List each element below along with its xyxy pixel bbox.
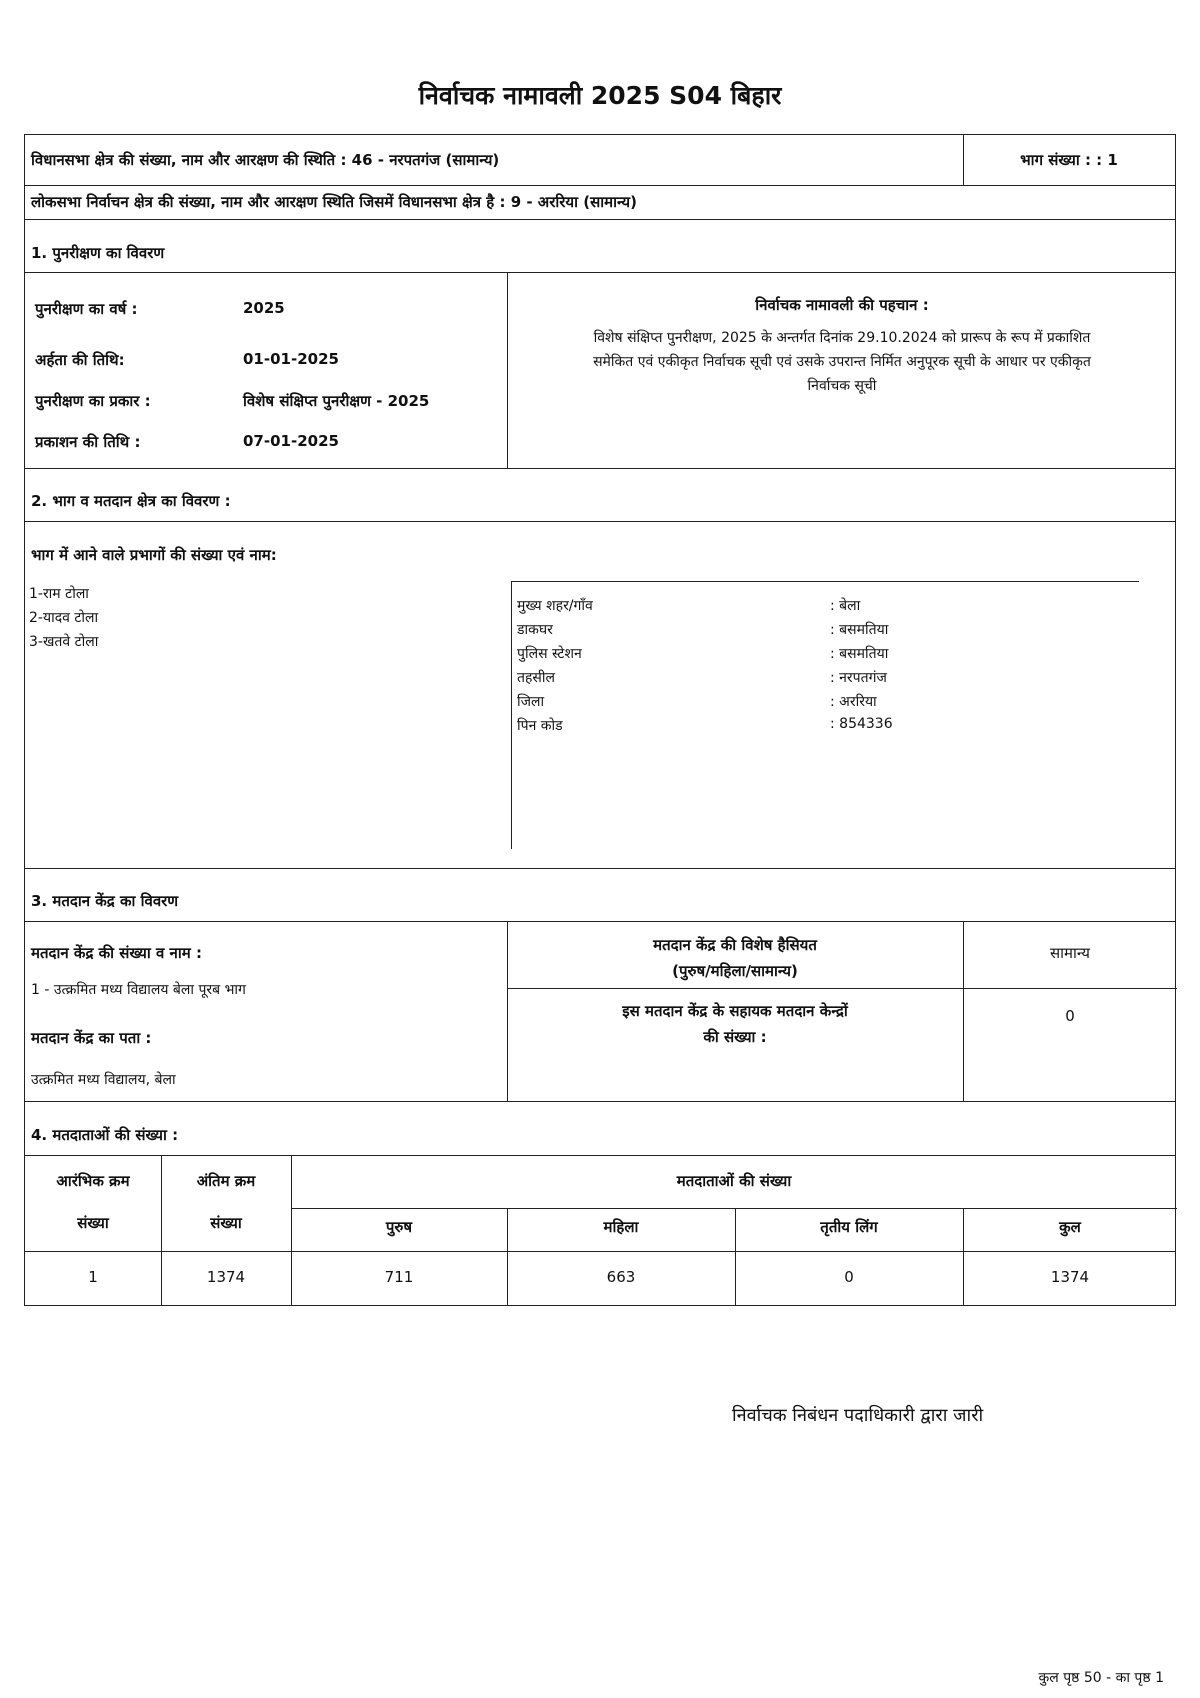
auxiliary-stations-label: की संख्या : bbox=[703, 1028, 767, 1046]
table-cell: 1374 bbox=[1050, 1268, 1090, 1286]
main-town-value: : बेला bbox=[830, 598, 861, 614]
police-station-value: : बसमतिया bbox=[830, 646, 889, 662]
section-1-heading: 1. पुनरीक्षण का विवरण bbox=[31, 244, 165, 262]
divider bbox=[291, 1208, 1177, 1209]
table-header: कुल bbox=[1059, 1218, 1081, 1236]
roll-identification-line: विशेष संक्षिप्त पुनरीक्षण, 2025 के अन्तर्गत दिनांक 29.10.2024 को प्रारूप के रूप में प्रकाशित bbox=[593, 330, 1091, 346]
publication-date-label: प्रकाशन की तिथि : bbox=[35, 433, 141, 451]
sections-heading: भाग में आने वाले प्रभागों की संख्या एवं नाम: bbox=[31, 546, 277, 564]
station-status-value: सामान्य bbox=[1049, 944, 1090, 962]
polling-address-value: उत्क्रमित मध्य विद्यालय, बेला bbox=[31, 1072, 176, 1088]
table-header: संख्या bbox=[210, 1214, 242, 1232]
revision-year-label: पुनरीक्षण का वर्ष : bbox=[35, 300, 138, 318]
divider bbox=[25, 921, 1175, 922]
divider bbox=[25, 468, 1175, 469]
page-title: निर्वाचक नामावली 2025 S04 बिहार bbox=[418, 81, 782, 110]
divider bbox=[25, 185, 1175, 186]
polling-station-label: मतदान केंद्र की संख्या व नाम : bbox=[31, 944, 202, 962]
table-header: तृतीय लिंग bbox=[820, 1218, 878, 1236]
pin-code-label: पिन कोड bbox=[517, 718, 563, 734]
table-header: मतदाताओं की संख्या bbox=[676, 1172, 792, 1190]
divider bbox=[511, 581, 512, 849]
revision-type-value: विशेष संक्षिप्त पुनरीक्षण - 2025 bbox=[243, 392, 430, 410]
section-2-heading: 2. भाग व मतदान क्षेत्र का विवरण : bbox=[31, 492, 231, 510]
table-cell: 711 bbox=[384, 1268, 414, 1286]
pin-code-value: : 854336 bbox=[830, 716, 893, 732]
revision-type-label: पुनरीक्षण का प्रकार : bbox=[35, 392, 151, 410]
qualifying-date-label: अर्हता की तिथि: bbox=[35, 351, 125, 369]
roll-summary-form bbox=[24, 134, 1176, 1306]
station-status-label: (पुरुष/महिला/सामान्य) bbox=[672, 962, 798, 980]
loksabha-constituency: लोकसभा निर्वाचन क्षेत्र की संख्या, नाम और आरक्षण स्थिति जिसमें विधानसभा क्षेत्र है : 9 - अररिया (सामान्य) bbox=[31, 193, 637, 211]
issued-by: निर्वाचक निबंधन पदाधिकारी द्वारा जारी bbox=[732, 1405, 984, 1426]
tehsil-value: : नरपतगंज bbox=[830, 670, 887, 686]
table-cell: 1 bbox=[88, 1268, 98, 1286]
revision-year-value: 2025 bbox=[243, 299, 285, 317]
divider bbox=[511, 581, 1139, 582]
post-office-label: डाकघर bbox=[517, 622, 553, 638]
police-station-label: पुलिस स्टेशन bbox=[517, 646, 582, 662]
table-header: आरंभिक क्रम bbox=[56, 1172, 130, 1190]
assembly-constituency: विधानसभा क्षेत्र की संख्या, नाम और आरक्षण की स्थिति : 46 - नरपतगंज (सामान्य) bbox=[31, 151, 500, 169]
part-number: भाग संख्या : : 1 bbox=[1020, 151, 1118, 169]
page-number: कुल पृष्ठ 50 - का पृष्ठ 1 bbox=[1038, 1670, 1164, 1686]
table-cell: 0 bbox=[844, 1268, 854, 1286]
divider bbox=[25, 219, 1175, 220]
auxiliary-stations-label: इस मतदान केंद्र के सहायक मतदान केन्द्रों bbox=[622, 1002, 848, 1020]
divider bbox=[25, 1155, 1175, 1156]
publication-date-value: 07-01-2025 bbox=[243, 432, 339, 450]
section-3-heading: 3. मतदान केंद्र का विवरण bbox=[31, 892, 179, 910]
table-header: संख्या bbox=[77, 1214, 109, 1232]
table-cell: 663 bbox=[606, 1268, 636, 1286]
station-status-label: मतदान केंद्र की विशेष हैसियत bbox=[653, 936, 817, 954]
divider bbox=[25, 1101, 1175, 1102]
table-header: पुरुष bbox=[385, 1218, 413, 1236]
district-value: : अररिया bbox=[830, 694, 877, 710]
post-office-value: : बसमतिया bbox=[830, 622, 889, 638]
polling-station-value: 1 - उत्क्रमित मध्य विद्यालय बेला पूरब भाग bbox=[31, 982, 246, 998]
section-4-heading: 4. मतदाताओं की संख्या : bbox=[31, 1126, 179, 1144]
roll-identification-heading: निर्वाचक नामावली की पहचान : bbox=[755, 296, 929, 314]
divider bbox=[25, 868, 1175, 869]
table-header: महिला bbox=[603, 1218, 639, 1236]
divider bbox=[25, 272, 1175, 273]
auxiliary-stations-value: 0 bbox=[1065, 1007, 1075, 1025]
roll-identification-line: निर्वाचक सूची bbox=[807, 378, 877, 394]
section-name: 3-खतवे टोला bbox=[29, 634, 99, 650]
roll-identification-line: समेकित एवं एकीकृत निर्वाचक सूची एवं उसके उपरान्त निर्मित अनुपूरक सूची के आधार पर एकीकृत bbox=[593, 354, 1091, 370]
divider bbox=[507, 988, 1177, 989]
district-label: जिला bbox=[517, 694, 545, 710]
divider bbox=[25, 1251, 1175, 1252]
polling-address-label: मतदान केंद्र का पता : bbox=[31, 1029, 152, 1047]
table-cell: 1374 bbox=[206, 1268, 246, 1286]
main-town-label: मुख्य शहर/गाँव bbox=[517, 598, 593, 614]
tehsil-label: तहसील bbox=[517, 670, 555, 686]
qualifying-date-value: 01-01-2025 bbox=[243, 350, 339, 368]
section-name: 2-यादव टोला bbox=[29, 610, 99, 626]
section-name: 1-राम टोला bbox=[29, 586, 89, 602]
divider bbox=[25, 521, 1175, 522]
table-header: अंतिम क्रम bbox=[196, 1172, 256, 1190]
